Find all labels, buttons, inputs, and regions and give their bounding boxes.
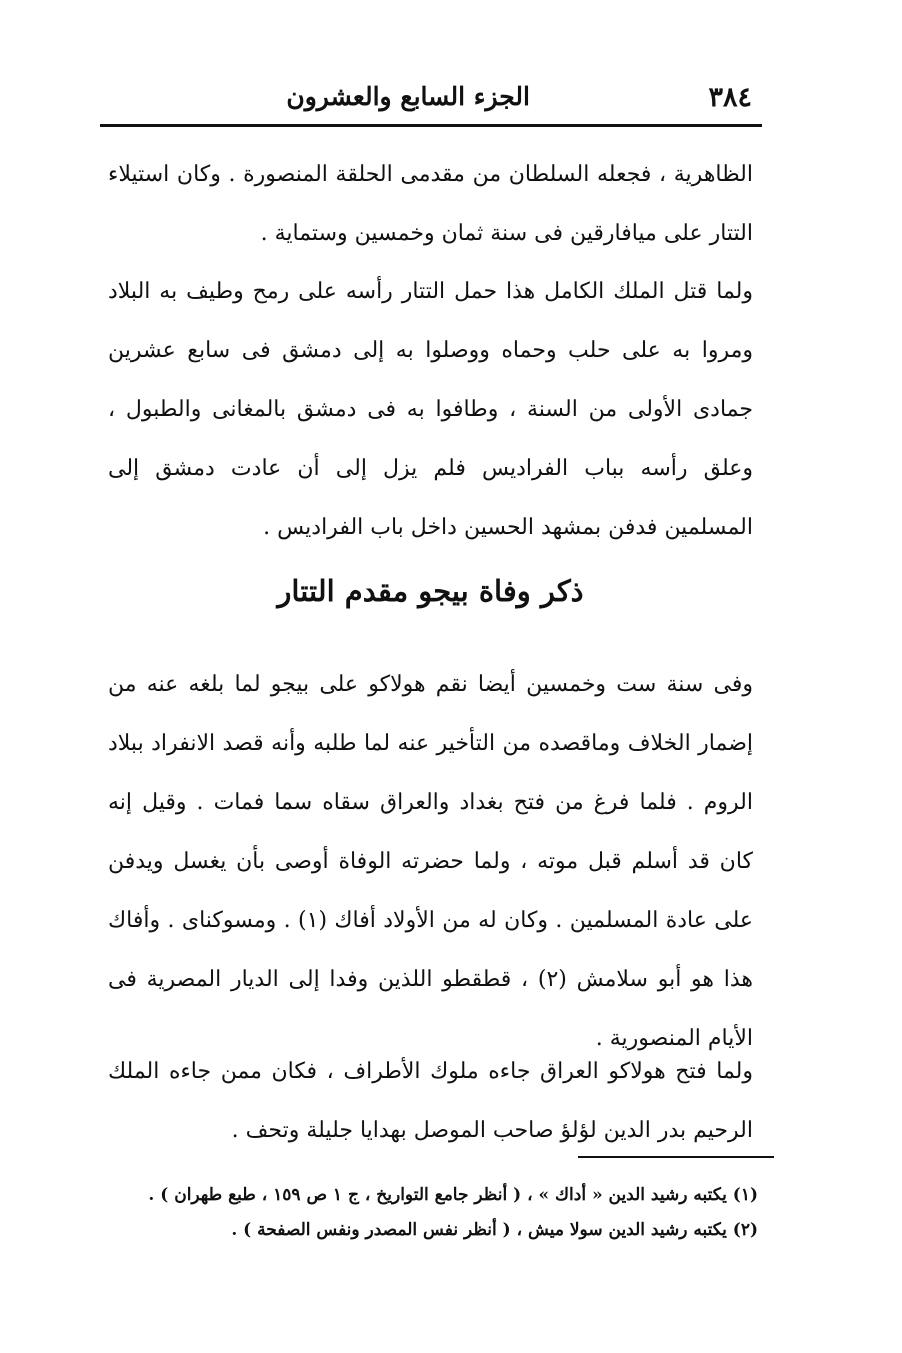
page-header xyxy=(100,78,760,118)
footnotes xyxy=(108,1178,758,1248)
footnote-2: (٢) يكتبه رشيد الدين سولا ميش ، ( أنظر نفس المصدر ونفس الصفحة ) . xyxy=(231,1220,758,1240)
section-paragraph-1: وفى سنة ست وخمسين أيضا نقم هولاكو على بيجو لما بلغه عنه من إضمار الخلاف وماقصده من التأخير عنه لما طلبه وأنه قصد الانفراد ببلاد الروم . فلما فرغ من فتح بغداد والعراق سقاه سما فمات . وقيل إنه كان قد أسلم قبل موته ، ولما حضرته الوفاة أوصى بأن يغسل ويدفن على عادة المسلمين . وكان له من الأولاد أفاك (١) . ومسوكناى . وأفاك هذا هو أبو سلامش (٢) ، قطقطو اللذين وفدا إلى الديار المصرية فى الأيام المنصورية . xyxy=(108,672,753,1051)
section-heading: ذكر وفاة بيجو مقدم التتار xyxy=(277,574,584,608)
footnote-rule xyxy=(578,1156,774,1158)
paragraph-2: ولما قتل الملك الكامل هذا حمل التتار رأسه على رمح وطيف به البلاد ومروا به على حلب وحماه ووصلوا به إلى دمشق فى سابع عشرين جمادى الأولى من السنة ، وطافوا به فى دمشق بالمغانى والطبول ، وعلق رأسه بباب الفراديس فلم يزل إلى أن عادت دمشق إلى المسلمين فدفن بمشهد الحسين داخل باب الفراديس . xyxy=(108,279,753,540)
page-number: ٣٨٤ xyxy=(708,82,752,113)
header-rule xyxy=(100,124,762,127)
section-paragraph-2: ولما فتح هولاكو العراق جاءه ملوك الأطراف ، فكان ممن جاءه الملك الرحيم بدر الدين لؤلؤ صاحب الموصل بهدايا جليلة وتحف . xyxy=(108,1059,753,1143)
paragraph-1: الظاهرية ، فجعله السلطان من مقدمى الحلقة المنصورة . وكان استيلاء التتار على ميافارقين فى سنة ثمان وخمسين وستماية . xyxy=(108,162,753,246)
running-title: الجزء السابع والعشرون xyxy=(286,82,530,111)
footnote-1: (١) يكتبه رشيد الدين « أداك » ، ( أنظر جامع التواريخ ، ج ١ ص ١٥٩ ، طبع طهران ) . xyxy=(148,1185,758,1205)
